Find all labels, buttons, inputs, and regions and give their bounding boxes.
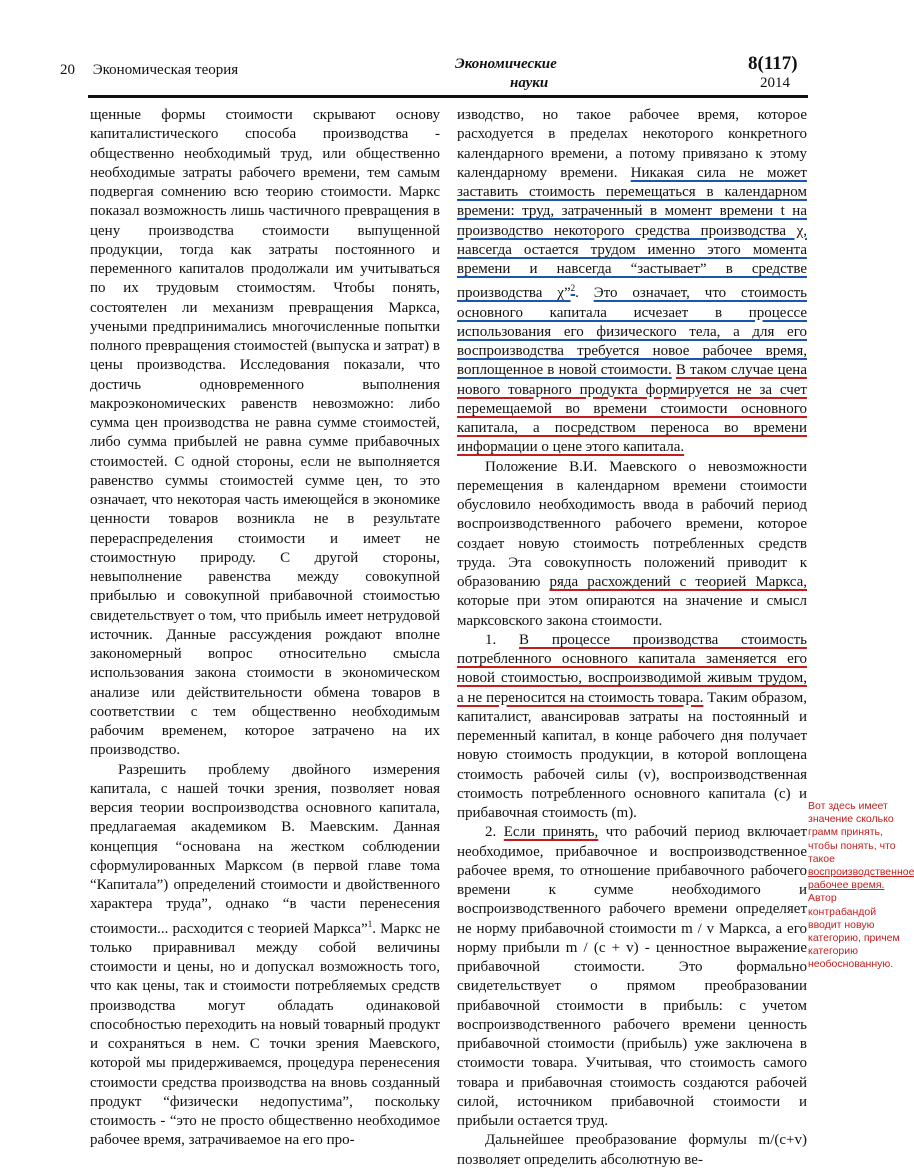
journal-name-line1: Экономические — [455, 56, 557, 72]
underlined-passage: В таком случае цена нового товарного продукта формируется не за счет перемещаемой во времени стоимости основного капитала, а посредством переноса во времени информации о цене этого капитала. — [457, 362, 807, 456]
paragraph-text: 2. — [485, 824, 504, 841]
paragraph-text: Положение В.И. Маевского о невозможности перемещения в календарном времени стоимости обусловило необходимость ввода в рабочий период воспроизводственного рабочего времени, которое создает новую стоимость потребленных средств труда. Эта совокупность положений приводит к образованию — [457, 458, 807, 590]
paragraph-text: которые при этом опираются на значение и смысл марксовского закона стоимости. — [457, 593, 807, 629]
comment-text: Вот здесь имеет значение сколько грамм принять, чтобы понять, что такое — [808, 800, 896, 865]
paragraph — [457, 631, 807, 824]
journal-name — [455, 55, 557, 93]
underlined-passage: В процессе производства стоимость потребленного основного капитала заменяется его новой стоимостью, воспроизводимой живым трудом, а не переносится на стоимость товара. — [457, 631, 807, 706]
paragraph-text: Разрешить проблему двойного измерения капитала, с нашей точки зрения, позволяет новая версия теории воспроизводства основного капитала, предлагаемая академиком В. Маевским. Данная концепция “основана на жестком соблюдении сформулированных Марксом (в первой главе тома “Капитала”) определений стоимости и двойственного характера труда”, однако “в части перенесения стоимости... расходится с теорией Маркса” — [90, 761, 440, 937]
comment-text: Автор контрабандой вводит новую категорию, причем категорию необоснованную. — [808, 892, 900, 971]
issue-number: 8(117) — [748, 53, 798, 74]
underlined-passage: ряда расхождений с теорией Маркса, — [549, 574, 807, 590]
issue-info — [748, 53, 798, 92]
footnote-ref: 2 — [570, 283, 576, 294]
underlined-passage: Если принять, — [503, 824, 599, 841]
paragraph-text: . Маркс не только приравнивал между собой величины стоимости и цены, но и допускал возможность того, что как цены, так и стоимости потребляемых средств производства могут обладать одинаковой способностью переходить на новый товарный продукт и сохраняться в нем. С точки зрения Маевского, которой мы придерживаемся, процедура перенесения стоимости средства производства на вновь созданный продукт “физически недопустима”, поскольку стоимость - “это не просто общественно необходимое рабочее время, затрачиваемое на его про- — [90, 920, 440, 1149]
footnote-ref: 1 — [367, 918, 373, 929]
running-header-left — [60, 62, 238, 79]
paragraph — [90, 761, 440, 1151]
paragraph-text: что рабочий период включает необходимое, прибавочное и воспроизводственное рабочее время, то отношение прибавочного рабочего времени к сумме необходимого и воспроизводственного рабочего времени определяет не норму прибавочной стоимости m / v Маркса, а его норму прибыли m / (c + v) - ценностное выражение прибавочной стоимости. Это формально свидетельствует о прямом преобразовании прибавочной стоимости в прибыль: с учетом воспроизводственного рабочего времени ценность прибавочной стоимости (прибыль) уже заключена в стоимости товара. Учитывая, что стоимость самого товара и прибавочная стоимость создаются рабочей силой, источником прибавочной стоимости и прибыли остается труд. — [457, 824, 808, 1129]
paragraph — [457, 458, 807, 631]
comment-underlined-text: воспроизводственное рабочее время. — [808, 866, 914, 892]
paragraph: Дальнейшее преобразование формулы m/(c+v) позволяет определить абсолютную ве- — [457, 1132, 807, 1168]
left-column — [90, 106, 440, 1151]
paragraph-text: 1. — [485, 631, 520, 648]
paragraph-text: изводство, но такое рабочее время, которое расходуется в пределах некоторого конкретного календарного времени, а потому привязано к этому календарному времени. — [457, 107, 807, 181]
underlined-passage: Это означает, что стоимость основного капитала исчезает в процессе использования его физического тела, а для его воспроизводства требуется новое рабочее время, воплощенное в новой стоимости. — [457, 285, 808, 379]
underlined-passage: Никакая сила не может заставить стоимость перемещаться в календарном времени: труд, затраченный в момент времени t на производство некоторого средства производства χ, навсегда остается трудом именно этого момента времени и навсегда “застывает” в средстве производства χ” — [457, 164, 807, 302]
issue-year: 2014 — [760, 75, 790, 91]
paragraph — [457, 106, 807, 458]
paragraph: щенные формы стоимости скрывают основу капиталистического способа производства - общественно необходимый труд, или общественно необходимые затраты рабочего времени, тем самым подвергая сомнению всю теорию стоимости. Маркс показал возможность лишь частичного превращения в цену производства стоимости выпущенной продукции, тогда как затраты постоянного и переменного капиталов продолжали им учитываться по их трудовым стоимостям. Чтобы понять, состоятелен ли механизм превращения Маркса, учеными предпринимались многочисленные попытки полного превращения стоимостей (выпуска и затрат) в цены производства. Исследования показали, что достичь одновременного выполнения макроэкономических равенств невозможно: либо сумма цен производства не равна сумме стоимостей, либо сумма прибылей не равна сумме прибавочных стоимостей. С одной стороны, если не выполняется равенство суммы стоимостей сумме цен, то это означает, что некоторая часть имеющейся в экономике ценности товаров возникла не в результате перераспределения стоимости и имеет не стоимостную природу. С другой стороны, невыполнение равенства между совокупной прибылью и совокупной прибавочной стоимостью свидетельствует о том, что прибыль имеет нетрудовой источник. Данные рассуждения рождают вполне закономерный вопрос относительно смысла использования закона стоимости в экономическом анализе или действительности обмена товаров в соответствии с тем общественно необходимым рабочим временем, которое затрачено на их производство. — [90, 107, 440, 759]
paragraph-text: . — [575, 285, 594, 302]
right-column — [457, 106, 807, 1170]
section-title: Экономическая теория — [92, 62, 239, 78]
paragraph-text: Таким образом, капиталист, авансировав затраты на постоянный и переменный капитал, в конце рабочего дня получает новую стоимость продукции, в которой воплощена стоимость рабочей силы (v), воспроизводственная стоимость потребленного основного капитала (c) и прибавочная стоимость (m). — [457, 689, 807, 821]
journal-name-line2: науки — [510, 75, 549, 91]
margin-comment — [808, 800, 914, 972]
header-rule — [88, 95, 808, 98]
page-number: 20 — [60, 62, 75, 78]
paragraph — [457, 823, 807, 1131]
